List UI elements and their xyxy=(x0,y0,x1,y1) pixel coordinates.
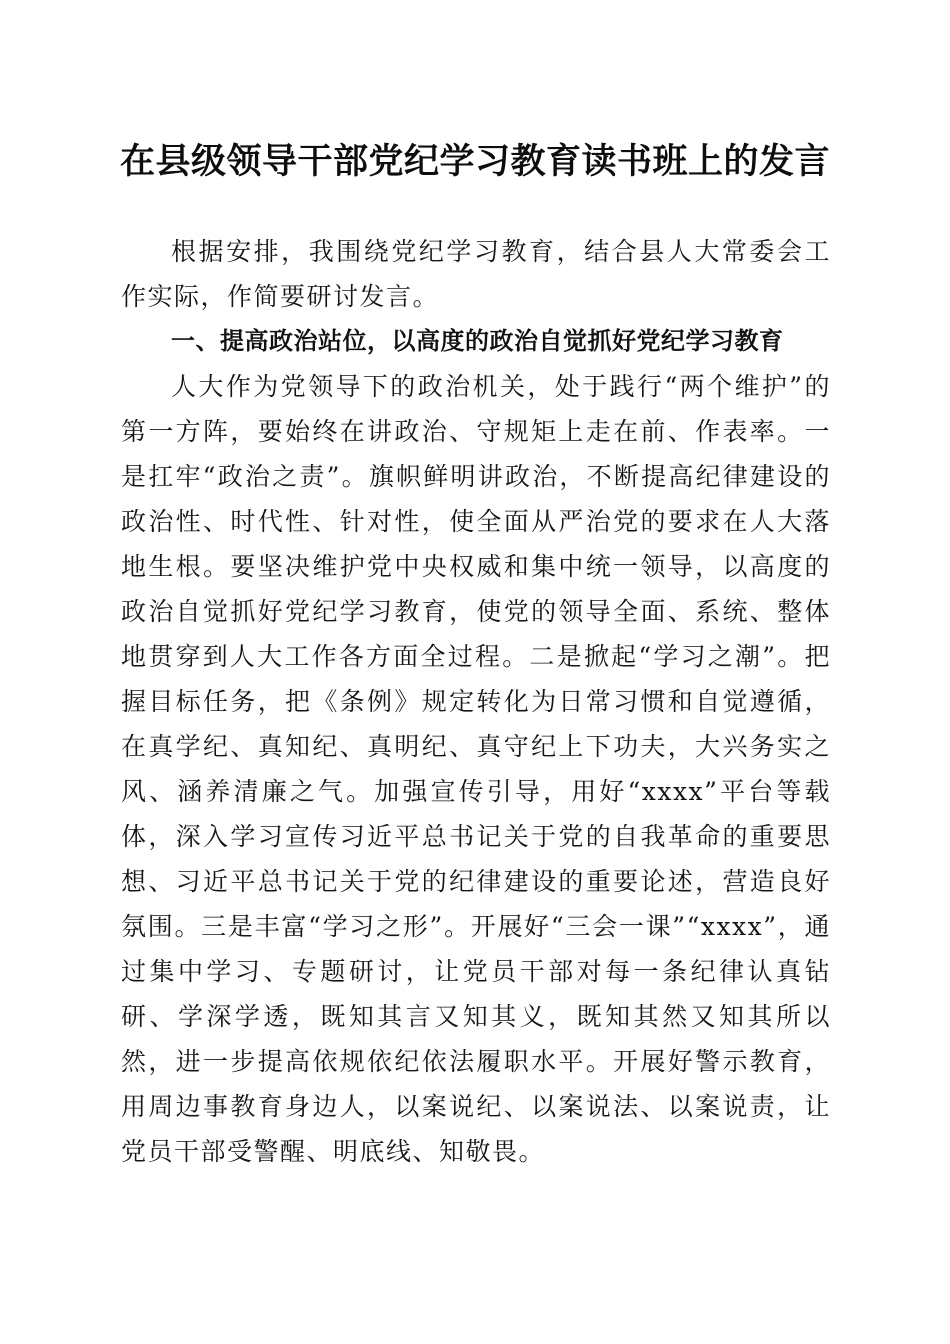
section-heading: 一、提高政治站位，以高度的政治自觉抓好党纪学习教育 xyxy=(171,327,784,355)
body-paragraph: 人大作为党领导下的政治机关，处于践行“两个维护”的第一方阵，要始终在讲政治、守规矩上走在前、作表率。一是扛牢“政治之责”。旗帜鲜明讲政治，不断提高纪律建设的政治性、时代性、针对性，使全面从严治党的要求在人大落地生根。要坚决维护党中央权威和集中统一领导，以高度的政治自觉抓好党纪学习教育，使党的领导全面、系统、整体地贯穿到人大工作各方面全过程。二是掀起“学习之潮”。把握目标任务，把《条例》规定转化为日常习惯和自觉遵循，在真学纪、真知纪、真明纪、真守纪上下功夫，大兴务实之风、涵养清廉之气。加强宣传引导，用好“xxxx”平台等载体，深入学习宣传习近平总书记关于党的自我革命的重要思想、习近平总书记关于党的纪律建设的重要论述，营造良好氛围。三是丰富“学习之形”。开展好“三会一课”“xxxx”，通过集中学习、专题研讨，让党员干部对每一条纪律认真钻研、学深学透，既知其言又知其义，既知其然又知其所以然，进一步提高依规依纪依法履职水平。开展好警示教育，用周边事教育身边人，以案说纪、以案说法、以案说责，让党员干部受警醒、明底线、知敬畏。 xyxy=(121,372,831,1166)
document-title: 在县级领导干部党纪学习教育读书班上的发言 xyxy=(119,141,830,182)
intro-paragraph: 根据安排，我围绕党纪学习教育，结合县人大常委会工作实际，作简要研讨发言。 xyxy=(121,237,831,311)
document-body xyxy=(121,229,831,1174)
